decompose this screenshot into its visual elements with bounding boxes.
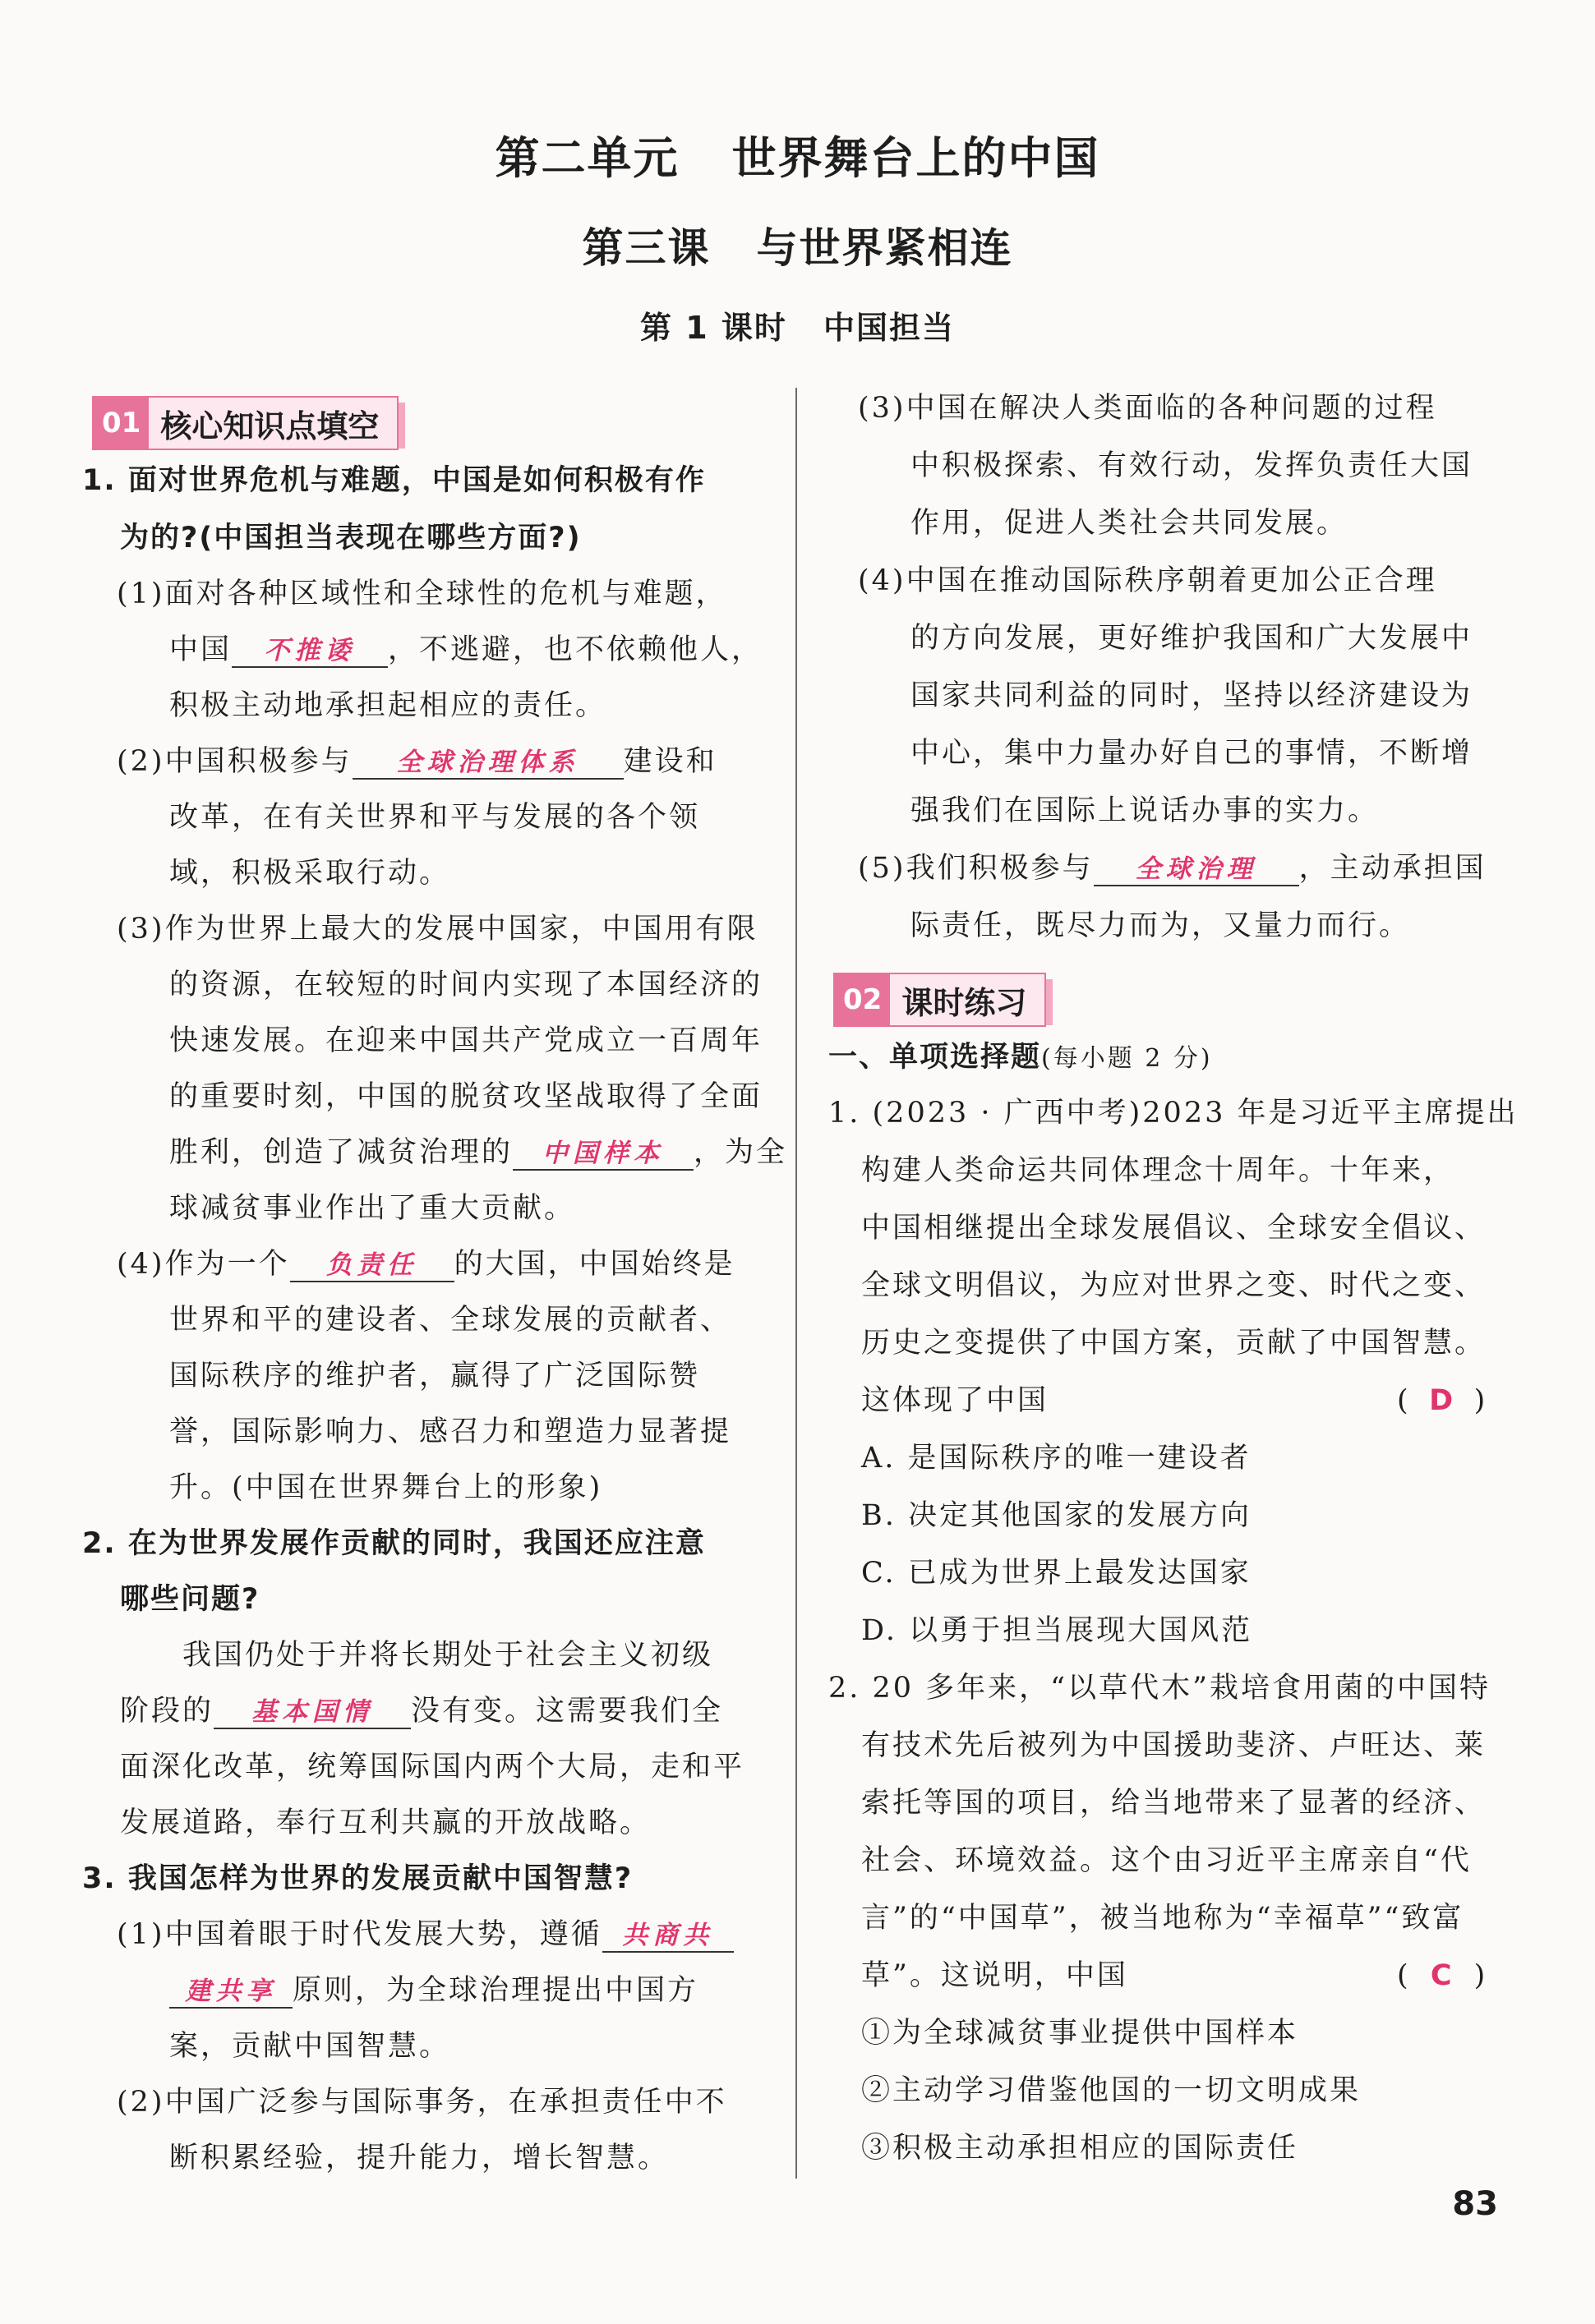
question-2-stem-cont: 哪些问题? (120, 1583, 260, 1616)
period-title: 第 1 课时 中国担当 (640, 310, 955, 346)
unit-title: 第二单元 世界舞台上的中国 (495, 132, 1100, 184)
fill-line: 中国 不推诿 ，不逃避，也不依赖他人， (169, 633, 763, 666)
answer-blank: 建共享 (169, 1976, 293, 2009)
text-line: 全球文明倡议，为应对世界之变、时代之变、 (861, 1269, 1487, 1302)
text-line: (1)面对各种区域性和全球性的危机与难题， (117, 578, 727, 610)
answer-blank: 不推诿 (232, 635, 388, 668)
text-line: 中国相继提出全球发展倡议、全球安全倡议、 (861, 1212, 1487, 1245)
text-line: 有技术先后被列为中国援助斐济、卢旺达、莱 (861, 1729, 1487, 1762)
question-1-stem-cont: 为的?(中国担当表现在哪些方面?) (120, 522, 582, 555)
text-line: 断积累经验，提升能力，增长智慧。 (169, 2142, 670, 2174)
text-line: 积极主动地承担起相应的责任。 (169, 689, 607, 722)
answer-blank: 全球治理体系 (353, 747, 624, 780)
text-line: (2)中国广泛参与国际事务，在承担责任中不 (117, 2086, 727, 2119)
question-2-stem: 2. 20 多年来，“以草代木”栽培食用菌的中国特 (828, 1672, 1491, 1705)
section-number: 02 (835, 974, 890, 1025)
text-line: 发展道路，奉行互利共赢的开放战略。 (120, 1806, 652, 1839)
option-3: ③积极主动承担相应的国际责任 (861, 2132, 1299, 2165)
option-b: B. 决定其他国家的发展方向 (861, 1499, 1252, 1532)
fill-line: (5)我们积极参与 全球治理 ，主动承担国 (858, 852, 1487, 885)
text-line: 面深化改革，统筹国际国内两个大局，走和平 (120, 1751, 745, 1783)
text-line: (3)作为世界上最大的发展中国家，中国用有限 (117, 913, 758, 946)
text-line: 强我们在国际上说话办事的实力。 (910, 794, 1380, 827)
option-d: D. 以勇于担当展现大国风范 (861, 1614, 1253, 1647)
text-line: 球减贫事业作出了重大贡献。 (169, 1192, 576, 1225)
fill-line: 胜利，创造了减贫治理的 中国样本 ，为全 (169, 1136, 788, 1169)
answer-blank: 负责任 (290, 1249, 454, 1282)
answer-blank: 基本国情 (214, 1696, 411, 1729)
text-line: 草”。这说明，中国 (861, 1959, 1128, 1992)
text-line: 快速发展。在迎来中国共产党成立一百周年 (169, 1024, 763, 1057)
fill-line: 阶段的 基本国情 没有变。这需要我们全 (120, 1695, 724, 1728)
text-line: 社会、环境效益。这个由习近平主席亲自“代 (861, 1844, 1472, 1877)
fill-line: 建共享 原则，为全球治理提出中国方 (169, 1973, 698, 2009)
text-line: 构建人类命运共同体理念十周年。十年来， (861, 1154, 1455, 1187)
answer-blank: 共商共 (602, 1920, 734, 1953)
text-line: 誉，国际影响力、感召力和塑造力显著提 (169, 1415, 732, 1448)
text-line: 中积极探索、有效行动，发挥负责任大国 (910, 449, 1473, 482)
question-1-stem: 1. (2023 · 广西中考)2023 年是习近平主席提出 (828, 1097, 1519, 1130)
lesson-title: 第三课 与世界紧相连 (582, 223, 1013, 272)
part-heading: 一、单项选择题(每小题 2 分) (828, 1041, 1213, 1074)
section-header-knowledge (92, 396, 399, 450)
text-line: 索托等国的项目，给当地带来了显著的经济、 (861, 1787, 1487, 1820)
text-line: 历史之变提供了中国方案，贡献了中国智慧。 (861, 1327, 1487, 1360)
fill-line: (4)作为一个 负责任 的大国，中国始终是 (117, 1248, 735, 1281)
text-line: (3)中国在解决人类面临的各种问题的过程 (858, 392, 1437, 425)
text-line: 际责任，既尽力而为，又量力而行。 (910, 909, 1411, 942)
text-line: 中心，集中力量办好自己的事情，不断增 (910, 737, 1473, 770)
text-line: 升。(中国在世界舞台上的形象) (169, 1471, 603, 1504)
answer-blank: 中国样本 (513, 1138, 694, 1171)
text-line: 改革，在有关世界和平与发展的各个领 (169, 801, 701, 834)
question-1-stem: 1. 面对世界危机与难题，中国是如何积极有作 (82, 464, 706, 497)
text-line: 国际秩序的维护者，赢得了广泛国际赞 (169, 1360, 701, 1392)
text-line: 的资源，在较短的时间内实现了本国经济的 (169, 969, 763, 1001)
text-line: 这体现了中国 (861, 1384, 1049, 1417)
answer-blank: 全球治理 (1094, 854, 1299, 886)
section-label: 课时练习 (890, 974, 1044, 1025)
answer-letter: D (1429, 1384, 1454, 1417)
section-number: 01 (94, 398, 149, 449)
answer-paren: ( D ) (1397, 1384, 1486, 1417)
text-line: 的重要时刻，中国的脱贫攻坚战取得了全面 (169, 1080, 763, 1113)
question-2-stem: 2. 在为世界发展作贡献的同时，我国还应注意 (82, 1527, 706, 1560)
fill-line: (1)中国着眼于时代发展大势，遵循 共商共 (117, 1917, 734, 1953)
option-a: A. 是国际秩序的唯一建设者 (861, 1442, 1252, 1475)
text-line: 我国仍处于并将长期处于社会主义初级 (182, 1639, 714, 1672)
text-line: 言”的“中国草”，被当地称为“幸福草”“致富 (861, 1902, 1464, 1935)
text-line: 的方向发展，更好维护我国和广大发展中 (910, 622, 1473, 655)
section-label: 核心知识点填空 (149, 398, 397, 449)
option-2: ②主动学习借鉴他国的一切文明成果 (861, 2074, 1362, 2107)
answer-paren: ( C ) (1397, 1959, 1486, 1992)
text-line: (4)中国在推动国际秩序朝着更加公正合理 (858, 564, 1437, 597)
text-line: 世界和平的建设者、全球发展的贡献者、 (169, 1304, 732, 1337)
section-header-practice (833, 973, 1046, 1027)
fill-line: (2)中国积极参与 全球治理体系 建设和 (117, 745, 717, 778)
option-1: ①为全球减贫事业提供中国样本 (861, 2017, 1299, 2050)
page-number: 83 (1452, 2185, 1498, 2223)
column-divider (795, 388, 797, 2179)
text-line: 国家共同利益的同时，坚持以经济建设为 (910, 679, 1473, 712)
option-c: C. 已成为世界上最发达国家 (861, 1557, 1252, 1590)
question-3-stem: 3. 我国怎样为世界的发展贡献中国智慧? (82, 1862, 634, 1895)
text-line: 作用，促进人类社会共同发展。 (910, 507, 1348, 540)
answer-letter: C (1430, 1959, 1452, 1992)
text-line: 案，贡献中国智慧。 (169, 2030, 451, 2063)
text-line: 域，积极采取行动。 (169, 857, 451, 890)
